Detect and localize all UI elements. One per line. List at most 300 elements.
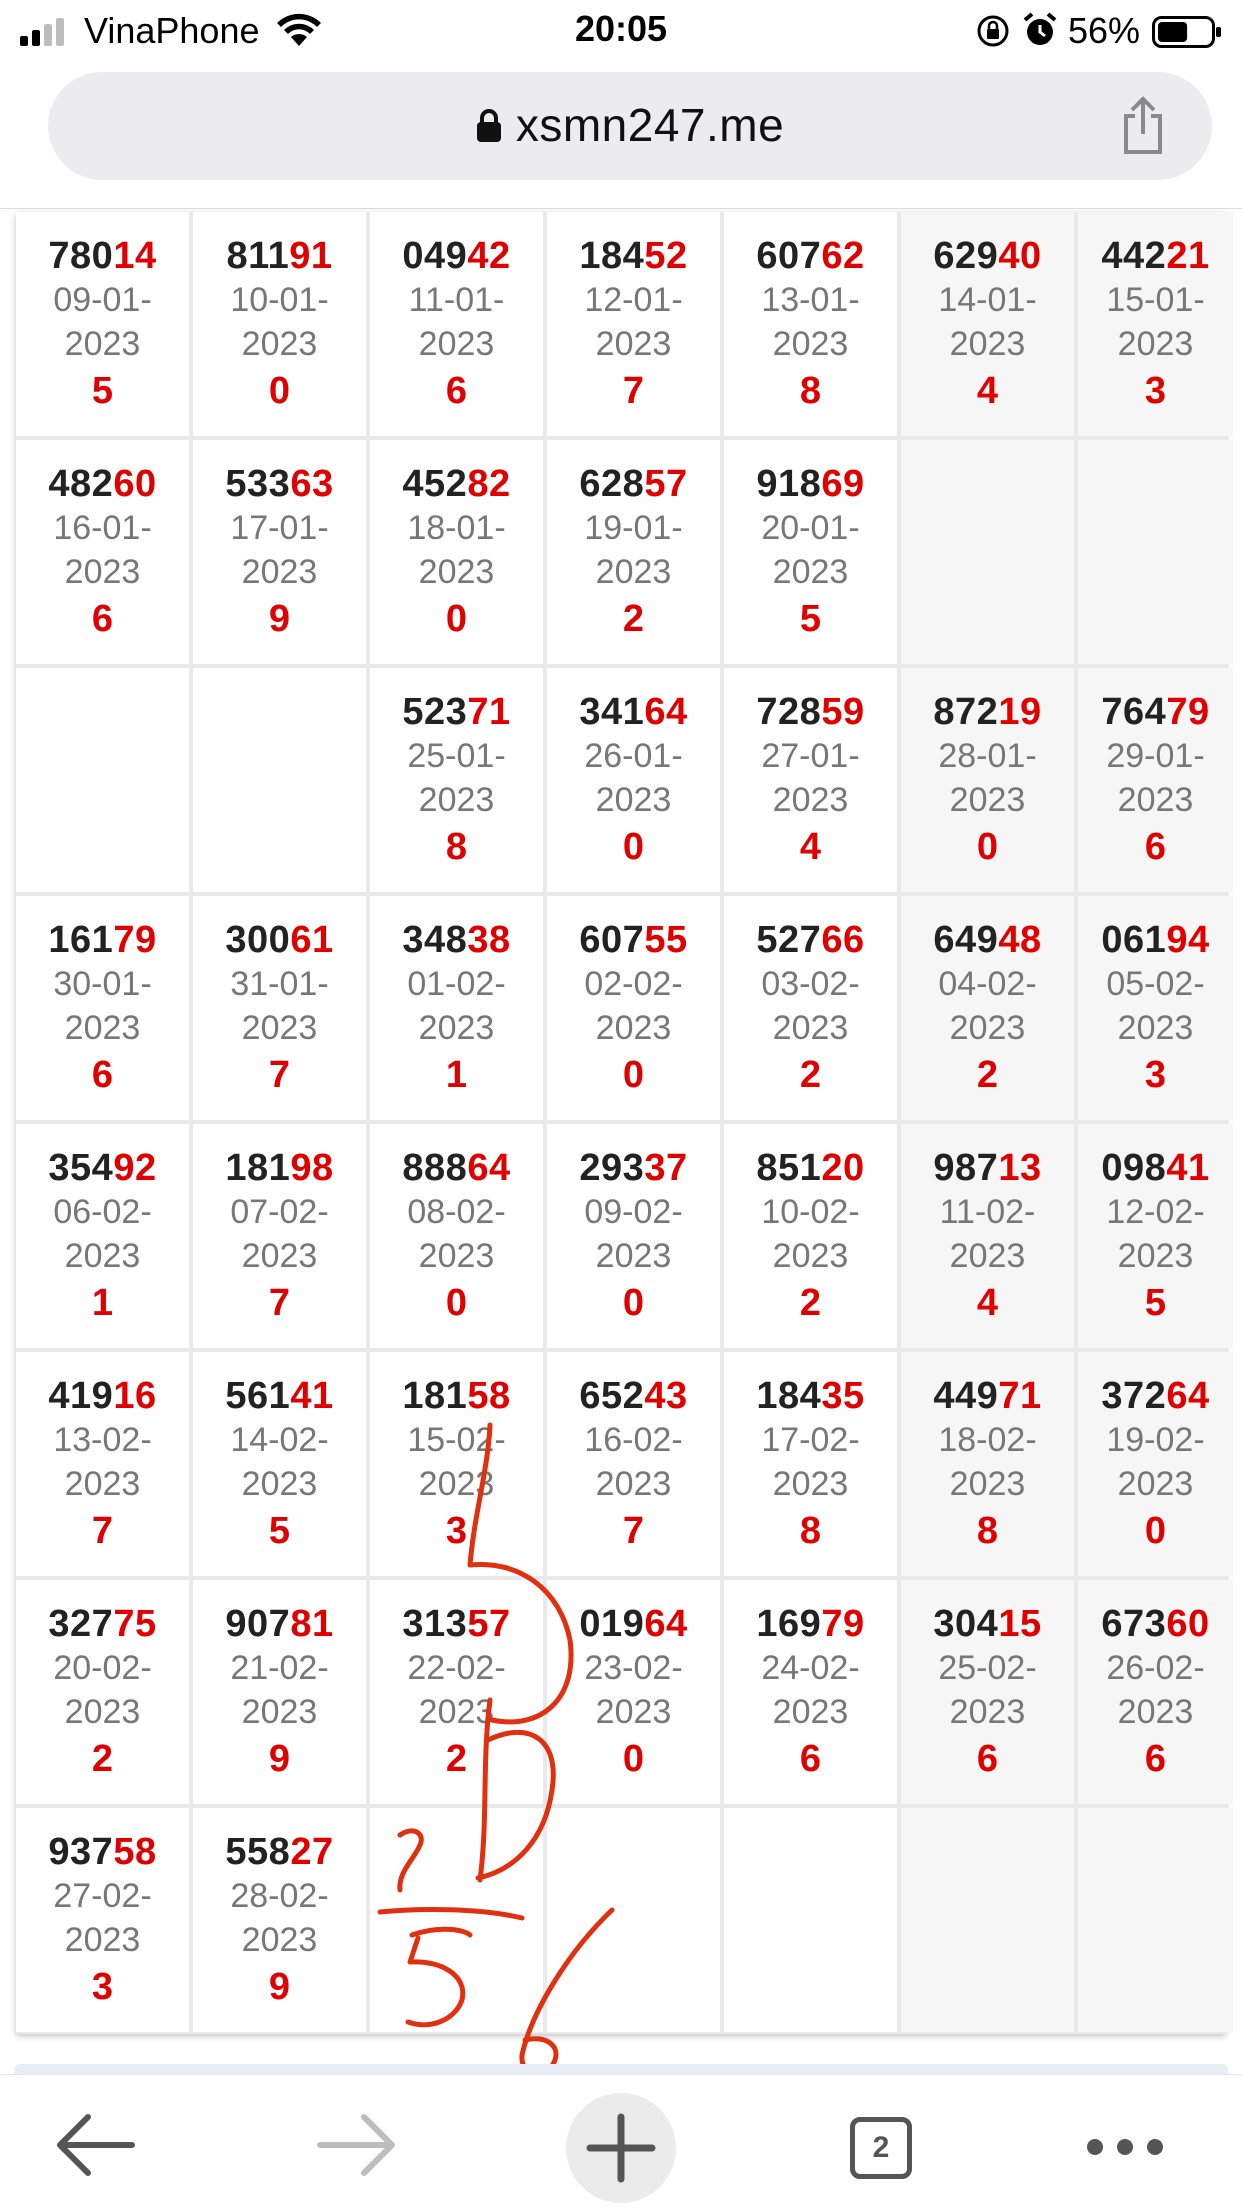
battery-icon <box>1152 16 1222 48</box>
result-head: 937 <box>48 1831 114 1873</box>
result-year: 2023 <box>418 1465 495 1503</box>
result-number <box>16 234 189 278</box>
result-date: 15-02- <box>407 1421 506 1459</box>
result-year: 2023 <box>772 1237 849 1275</box>
result-date: 17-02- <box>761 1421 860 1459</box>
result-digit: 5 <box>91 370 114 412</box>
result-date: 13-02- <box>53 1421 152 1459</box>
result-number <box>370 1146 543 1190</box>
result-year: 2023 <box>1117 1237 1194 1275</box>
result-head: 628 <box>579 463 645 505</box>
calendar-cell <box>724 440 897 664</box>
calendar-cell <box>1078 1124 1233 1348</box>
calendar-cell <box>901 212 1074 436</box>
result-tail: 35 <box>821 1375 865 1417</box>
calendar-cell <box>724 1124 897 1348</box>
result-year: 2023 <box>418 1237 495 1275</box>
result-number <box>16 1602 189 1646</box>
result-tail: 81 <box>290 1603 334 1645</box>
new-tab-plus-icon <box>566 2093 676 2203</box>
result-date: 30-01- <box>53 965 152 1003</box>
result-head: 419 <box>48 1375 114 1417</box>
calendar-cell <box>547 1124 720 1348</box>
result-tail: 37 <box>644 1147 688 1189</box>
result-number <box>16 1830 189 1874</box>
result-digit: 6 <box>445 370 468 412</box>
url-text: xsmn247.me <box>515 99 785 151</box>
result-head: 452 <box>402 463 468 505</box>
share-icon[interactable] <box>1118 96 1168 156</box>
result-head: 449 <box>933 1375 999 1417</box>
forward-arrow-icon[interactable] <box>302 2095 412 2195</box>
result-date: 11-01- <box>408 281 505 319</box>
result-date: 18-02- <box>938 1421 1037 1459</box>
result-digit: 8 <box>799 1510 822 1552</box>
result-date: 27-01- <box>761 737 860 775</box>
result-number <box>547 1602 720 1646</box>
calendar-cell-empty <box>547 1808 720 2032</box>
result-year: 2023 <box>949 1237 1026 1275</box>
result-head: 313 <box>402 1603 468 1645</box>
result-head: 851 <box>756 1147 822 1189</box>
result-tail: 94 <box>1166 919 1210 961</box>
results-calendar-grid <box>16 212 1226 2034</box>
result-tail: 41 <box>1166 1147 1210 1189</box>
result-number <box>1078 1146 1233 1190</box>
result-number <box>193 1830 366 1874</box>
result-year: 2023 <box>64 1237 141 1275</box>
result-digit: 6 <box>1144 1738 1167 1780</box>
result-head: 348 <box>402 919 468 961</box>
result-number <box>193 1146 366 1190</box>
calendar-cell-empty <box>724 1808 897 2032</box>
battery-percent: 56% <box>1068 10 1141 51</box>
result-head: 181 <box>225 1147 291 1189</box>
result-year: 2023 <box>64 325 141 363</box>
result-tail: 79 <box>113 919 157 961</box>
result-digit: 5 <box>799 598 822 640</box>
result-year: 2023 <box>1117 781 1194 819</box>
carrier-name: VinaPhone <box>84 10 260 51</box>
result-date: 15-01- <box>1106 281 1205 319</box>
result-head: 918 <box>756 463 822 505</box>
calendar-cell <box>16 212 189 436</box>
more-dots-icon[interactable] <box>1070 2095 1180 2195</box>
result-tail: 79 <box>1166 691 1210 733</box>
result-number <box>16 462 189 506</box>
calendar-cell <box>901 668 1074 892</box>
result-tail: 64 <box>1166 1375 1210 1417</box>
result-date: 14-01- <box>938 281 1037 319</box>
result-date: 22-02- <box>407 1649 506 1687</box>
result-date: 03-02- <box>761 965 860 1003</box>
result-head: 649 <box>933 919 999 961</box>
result-tail: 57 <box>644 463 688 505</box>
calendar-cell <box>724 1352 897 1576</box>
result-date: 04-02- <box>938 965 1037 1003</box>
result-digit: 6 <box>976 1738 999 1780</box>
result-digit: 7 <box>91 1510 114 1552</box>
result-date: 09-02- <box>584 1193 683 1231</box>
result-head: 527 <box>756 919 822 961</box>
result-tail: 69 <box>821 463 865 505</box>
calendar-cell <box>193 1580 366 1804</box>
result-digit: 6 <box>91 598 114 640</box>
result-year: 2023 <box>772 781 849 819</box>
result-tail: 43 <box>644 1375 688 1417</box>
result-date: 14-02- <box>230 1421 329 1459</box>
result-tail: 55 <box>644 919 688 961</box>
result-number <box>547 1374 720 1418</box>
result-head: 764 <box>1101 691 1167 733</box>
result-digit: 6 <box>799 1738 822 1780</box>
result-date: 20-01- <box>761 509 860 547</box>
calendar-cell <box>1078 1580 1233 1804</box>
calendar-cell <box>547 668 720 892</box>
result-head: 304 <box>933 1603 999 1645</box>
result-digit: 3 <box>445 1510 468 1552</box>
result-digit: 0 <box>622 1054 645 1096</box>
result-year: 2023 <box>772 1693 849 1731</box>
result-date: 07-02- <box>230 1193 329 1231</box>
result-number <box>547 690 720 734</box>
result-date: 02-02- <box>584 965 683 1003</box>
result-digit: 0 <box>622 1282 645 1324</box>
result-tail: 15 <box>998 1603 1042 1645</box>
result-digit: 9 <box>268 1738 291 1780</box>
result-head: 372 <box>1101 1375 1167 1417</box>
result-head: 482 <box>48 463 114 505</box>
result-date: 29-01- <box>1106 737 1205 775</box>
result-tail: 58 <box>467 1375 511 1417</box>
calendar-cell-empty <box>901 1808 1074 2032</box>
result-year: 2023 <box>595 1693 672 1731</box>
result-head: 629 <box>933 235 999 277</box>
result-year: 2023 <box>772 1465 849 1503</box>
calendar-cell <box>547 212 720 436</box>
result-date: 26-01- <box>584 737 683 775</box>
calendar-cell-empty <box>901 440 1074 664</box>
calendar-cell-empty <box>16 668 189 892</box>
result-tail: 40 <box>998 235 1042 277</box>
result-digit: 0 <box>622 1738 645 1780</box>
calendar-cell <box>193 440 366 664</box>
tabs-button[interactable] <box>828 2095 938 2195</box>
result-year: 2023 <box>1117 1693 1194 1731</box>
result-digit: 1 <box>445 1054 468 1096</box>
calendar-cell-empty <box>1078 440 1233 664</box>
result-head: 049 <box>402 235 468 277</box>
result-tail: 61 <box>290 919 334 961</box>
result-number <box>724 918 897 962</box>
result-digit: 5 <box>268 1510 291 1552</box>
result-tail: 58 <box>113 1831 157 1873</box>
result-digit: 2 <box>91 1738 114 1780</box>
result-date: 05-02- <box>1106 965 1205 1003</box>
result-head: 327 <box>48 1603 114 1645</box>
result-year: 2023 <box>64 1009 141 1047</box>
calendar-cell <box>193 1808 366 2032</box>
calendar-cell <box>901 1352 1074 1576</box>
result-number <box>193 234 366 278</box>
result-tail: 27 <box>290 1831 334 1873</box>
result-tail: 64 <box>644 691 688 733</box>
result-head: 780 <box>48 235 114 277</box>
result-number <box>1078 690 1233 734</box>
result-number <box>193 918 366 962</box>
result-date: 28-02- <box>230 1877 329 1915</box>
result-digit: 2 <box>799 1054 822 1096</box>
calendar-cell-empty <box>1078 1808 1233 2032</box>
calendar-cell <box>16 1352 189 1576</box>
result-date: 26-02- <box>1106 1649 1205 1687</box>
result-number <box>1078 918 1233 962</box>
result-number <box>724 462 897 506</box>
result-head: 533 <box>225 463 291 505</box>
result-number <box>901 918 1074 962</box>
new-tab-button[interactable] <box>566 2093 676 2203</box>
result-number <box>1078 1374 1233 1418</box>
result-date: 16-02- <box>584 1421 683 1459</box>
result-year: 2023 <box>1117 1465 1194 1503</box>
calendar-cell <box>16 440 189 664</box>
result-date: 19-01- <box>584 509 683 547</box>
result-digit: 3 <box>1144 370 1167 412</box>
result-digit: 2 <box>799 1282 822 1324</box>
result-digit: 9 <box>268 598 291 640</box>
result-digit: 0 <box>445 1282 468 1324</box>
result-number <box>547 918 720 962</box>
result-digit: 8 <box>445 826 468 868</box>
result-digit: 7 <box>268 1054 291 1096</box>
result-head: 607 <box>579 919 645 961</box>
calendar-cell-empty <box>193 668 366 892</box>
page-footer-strip <box>14 2064 1228 2074</box>
result-year: 2023 <box>949 1693 1026 1731</box>
divider <box>0 208 1242 209</box>
calendar-cell <box>16 1580 189 1804</box>
address-bar[interactable] <box>48 72 1212 180</box>
result-head: 652 <box>579 1375 645 1417</box>
tabs-icon: 2 <box>850 2117 912 2179</box>
result-date: 25-01- <box>407 737 506 775</box>
result-tail: 64 <box>644 1603 688 1645</box>
calendar-cell <box>16 1124 189 1348</box>
result-date: 20-02- <box>53 1649 152 1687</box>
result-number <box>16 918 189 962</box>
result-year: 2023 <box>595 1009 672 1047</box>
result-head: 987 <box>933 1147 999 1189</box>
result-head: 184 <box>756 1375 822 1417</box>
result-year: 2023 <box>241 1921 318 1959</box>
result-year: 2023 <box>595 553 672 591</box>
calendar-cell <box>724 896 897 1120</box>
result-digit: 0 <box>1144 1510 1167 1552</box>
result-head: 888 <box>402 1147 468 1189</box>
result-tail: 64 <box>467 1147 511 1189</box>
result-digit: 2 <box>445 1738 468 1780</box>
calendar-cell <box>1078 212 1233 436</box>
result-tail: 21 <box>1166 235 1210 277</box>
result-year: 2023 <box>1117 1009 1194 1047</box>
result-number <box>193 1374 366 1418</box>
result-digit: 0 <box>268 370 291 412</box>
result-tail: 75 <box>113 1603 157 1645</box>
result-year: 2023 <box>241 1237 318 1275</box>
result-tail: 20 <box>821 1147 865 1189</box>
result-digit: 5 <box>1144 1282 1167 1324</box>
result-head: 181 <box>402 1375 468 1417</box>
result-number <box>193 1602 366 1646</box>
status-bar <box>0 0 1242 64</box>
result-tail: 52 <box>644 235 688 277</box>
result-tail: 16 <box>113 1375 157 1417</box>
calendar-cell <box>370 212 543 436</box>
result-year: 2023 <box>1117 325 1194 363</box>
result-number <box>724 1146 897 1190</box>
result-digit: 3 <box>91 1966 114 2008</box>
result-date: 10-02- <box>761 1193 860 1231</box>
result-digit: 6 <box>91 1054 114 1096</box>
calendar-cell <box>370 1124 543 1348</box>
browser-toolbar <box>0 2074 1242 2209</box>
result-head: 442 <box>1101 235 1167 277</box>
result-year: 2023 <box>949 1465 1026 1503</box>
calendar-cell <box>724 212 897 436</box>
result-tail: 48 <box>998 919 1042 961</box>
back-arrow-icon[interactable] <box>40 2095 150 2195</box>
result-head: 184 <box>579 235 645 277</box>
result-date: 17-01- <box>230 509 329 547</box>
result-digit: 4 <box>976 1282 999 1324</box>
result-date: 18-01- <box>407 509 506 547</box>
result-date: 06-02- <box>53 1193 152 1231</box>
result-digit: 8 <box>799 370 822 412</box>
result-number <box>370 1602 543 1646</box>
result-date: 09-01- <box>53 281 152 319</box>
result-date: 24-02- <box>761 1649 860 1687</box>
result-year: 2023 <box>64 1693 141 1731</box>
result-head: 300 <box>225 919 291 961</box>
result-digit: 6 <box>1144 826 1167 868</box>
result-head: 558 <box>225 1831 291 1873</box>
result-head: 354 <box>48 1147 114 1189</box>
result-date: 19-02- <box>1106 1421 1205 1459</box>
calendar-cell <box>1078 1352 1233 1576</box>
result-digit: 4 <box>976 370 999 412</box>
result-number <box>547 462 720 506</box>
result-digit: 1 <box>91 1282 114 1324</box>
result-number <box>1078 234 1233 278</box>
calendar-cell <box>547 1352 720 1576</box>
result-date: 10-01- <box>230 281 329 319</box>
result-number <box>724 690 897 734</box>
calendar-cell <box>370 1352 543 1576</box>
result-head: 341 <box>579 691 645 733</box>
result-digit: 2 <box>976 1054 999 1096</box>
result-number <box>16 1374 189 1418</box>
calendar-cell <box>370 440 543 664</box>
result-number <box>901 1146 1074 1190</box>
result-head: 728 <box>756 691 822 733</box>
result-digit: 3 <box>1144 1054 1167 1096</box>
result-year: 2023 <box>64 553 141 591</box>
calendar-cell <box>370 668 543 892</box>
calendar-cell <box>193 896 366 1120</box>
result-tail: 82 <box>467 463 511 505</box>
result-year: 2023 <box>949 325 1026 363</box>
result-head: 607 <box>756 235 822 277</box>
result-digit: 4 <box>799 826 822 868</box>
rotation-lock-icon <box>976 14 1010 48</box>
result-date: 01-02- <box>407 965 506 1003</box>
result-number <box>724 1602 897 1646</box>
result-number <box>724 1374 897 1418</box>
result-tail: 62 <box>821 235 865 277</box>
result-tail: 19 <box>998 691 1042 733</box>
result-tail: 79 <box>821 1603 865 1645</box>
result-year: 2023 <box>418 781 495 819</box>
result-date: 08-02- <box>407 1193 506 1231</box>
result-number <box>193 462 366 506</box>
result-tail: 14 <box>113 235 157 277</box>
result-number <box>16 1146 189 1190</box>
result-number <box>547 1146 720 1190</box>
result-year: 2023 <box>418 325 495 363</box>
result-number <box>724 234 897 278</box>
result-date: 23-02- <box>584 1649 683 1687</box>
result-tail: 41 <box>290 1375 334 1417</box>
result-year: 2023 <box>241 1009 318 1047</box>
result-date: 21-02- <box>230 1649 329 1687</box>
result-head: 811 <box>226 235 290 277</box>
result-digit: 7 <box>622 1510 645 1552</box>
result-tail: 13 <box>998 1147 1042 1189</box>
calendar-cell <box>1078 896 1233 1120</box>
result-tail: 66 <box>821 919 865 961</box>
result-date: 25-02- <box>938 1649 1037 1687</box>
result-year: 2023 <box>595 781 672 819</box>
result-head: 561 <box>225 1375 291 1417</box>
result-date: 12-02- <box>1106 1193 1205 1231</box>
result-year: 2023 <box>418 553 495 591</box>
result-number <box>901 1602 1074 1646</box>
calendar-cell <box>547 896 720 1120</box>
calendar-cell <box>193 212 366 436</box>
calendar-cell-empty <box>370 1808 543 2032</box>
calendar-cell <box>16 1808 189 2032</box>
result-tail: 42 <box>467 235 511 277</box>
result-number <box>370 462 543 506</box>
result-tail: 57 <box>467 1603 511 1645</box>
calendar-cell <box>1078 668 1233 892</box>
result-head: 872 <box>933 691 999 733</box>
calendar-cell <box>901 896 1074 1120</box>
result-head: 169 <box>756 1603 822 1645</box>
result-digit: 0 <box>622 826 645 868</box>
result-year: 2023 <box>64 1921 141 1959</box>
result-tail: 91 <box>289 235 333 277</box>
result-digit: 7 <box>268 1282 291 1324</box>
calendar-cell <box>370 896 543 1120</box>
result-tail: 60 <box>113 463 157 505</box>
result-year: 2023 <box>241 325 318 363</box>
result-year: 2023 <box>595 325 672 363</box>
result-tail: 63 <box>290 463 334 505</box>
calendar-cell <box>901 1580 1074 1804</box>
result-tail: 98 <box>290 1147 334 1189</box>
calendar-cell <box>724 1580 897 1804</box>
